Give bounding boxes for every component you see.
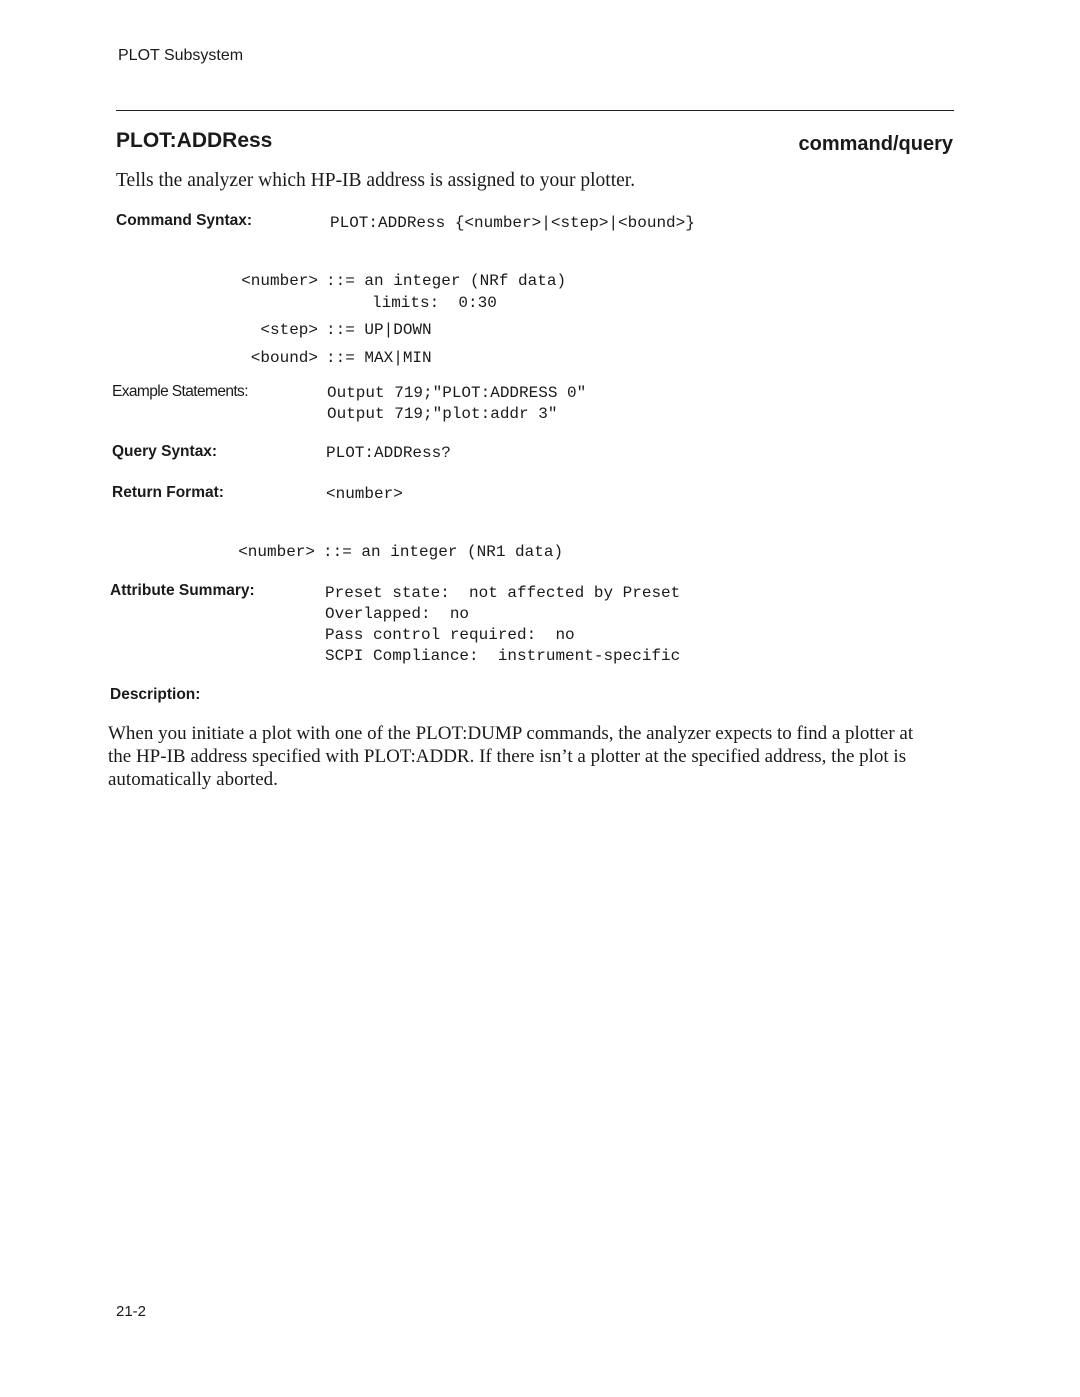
return-format-label: Return Format: — [112, 484, 224, 501]
example-line: Output 719;"PLOT:ADDRESS 0" — [327, 384, 587, 402]
attribute-line: Overlapped: no — [325, 605, 470, 623]
param-number-limits: limits: 0:30 — [372, 294, 497, 312]
return-number-def: ::= an integer (NR1 data) — [323, 543, 564, 561]
param-number-name: <number> — [241, 272, 318, 290]
query-syntax-value: PLOT:ADDRess? — [326, 444, 451, 462]
command-type: command/query — [798, 133, 953, 155]
command-summary: Tells the analyzer which HP-IB address is assigned to your plotter. — [116, 170, 636, 191]
attribute-line: Preset state: not affected by Preset — [325, 584, 681, 602]
example-statements-label: Example Statements: — [112, 383, 248, 400]
param-bound-name: <bound> — [250, 349, 318, 367]
running-head: PLOT Subsystem — [118, 47, 244, 64]
attribute-line: SCPI Compliance: instrument-specific — [325, 647, 681, 665]
attribute-line: Pass control required: no — [325, 626, 575, 644]
param-step-name: <step> — [260, 321, 318, 339]
description-text: When you initiate a plot with one of the PLOT:DUMP commands, the analyzer expects to find a plotter at the HP-IB address specified with PLOT:ADDR. If there isn’t a plotter at the specified address, the plot is automatically aborted. — [108, 723, 914, 790]
page-number: 21-2 — [116, 1303, 147, 1320]
query-syntax-label: Query Syntax: — [112, 443, 218, 460]
command-syntax-label: Command Syntax: — [116, 212, 253, 229]
param-number-def: ::= an integer (NRf data) — [326, 272, 567, 290]
attribute-summary-label: Attribute Summary: — [110, 582, 255, 599]
example-line: Output 719;"plot:addr 3" — [327, 405, 558, 423]
param-step-def: ::= UP|DOWN — [326, 321, 432, 339]
return-format-value: <number> — [326, 485, 403, 503]
param-bound-def: ::= MAX|MIN — [326, 349, 432, 367]
return-number-name: <number> — [238, 543, 315, 561]
command-syntax-value: PLOT:ADDRess {<number>|<step>|<bound>} — [330, 214, 695, 232]
section-divider — [116, 110, 954, 111]
description-label: Description: — [110, 686, 201, 703]
command-title: PLOT:ADDRess — [116, 129, 273, 152]
